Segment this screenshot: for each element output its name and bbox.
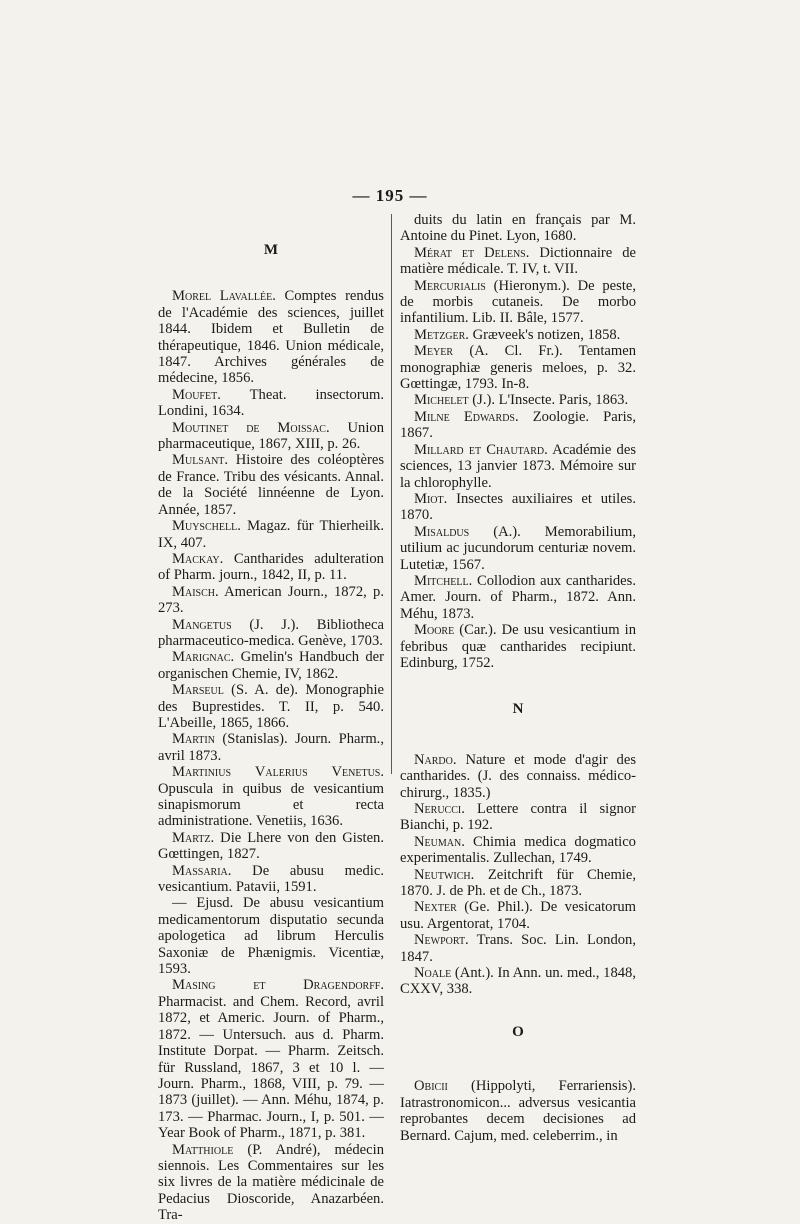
entry-author: Nardo. <box>414 751 457 768</box>
bibliography-entry <box>400 899 636 932</box>
bibliography-entry <box>400 212 636 245</box>
entry-text: Chimia medica dogmatico experimentalis. Zullechan, 1749. <box>400 833 636 867</box>
entry-author: Martinius Valerius Venetus. <box>172 764 384 781</box>
entry-text: (J. J.). Bibliotheca pharmaceutico-medica. Genève, 1703. <box>158 616 384 649</box>
entry-author: Milne Edwards. <box>414 408 519 425</box>
entry-text: De abusu medic. vesicantium. Patavii, 1591. <box>158 862 384 896</box>
entry-author: Neuman. <box>414 833 465 850</box>
bibliography-entry <box>400 1078 636 1144</box>
entry-text: (A.). Memorabilium, utilium ac jucundorum centuriæ novem. Lutetiæ, 1567. <box>400 523 636 573</box>
entry-author: Masing et Dragendorff. <box>172 977 384 994</box>
bibliography-entry <box>158 830 384 863</box>
bibliography-entry <box>400 409 636 442</box>
entry-text: Union pharmaceutique, 1867, XIII, p. 26. <box>158 419 384 453</box>
entry-text: Cantharides adulteration of Pharm. journ., 1842, II, p. 11. <box>158 550 384 584</box>
entry-text: Trans. Soc. Lin. London, 1847. <box>400 932 637 965</box>
entry-author: Noale <box>414 965 452 982</box>
entry-author: Matthiole <box>172 1141 234 1158</box>
entry-text: Dictionnaire de matière médicale. T. IV, t. VII. <box>400 244 636 278</box>
bibliography-entry <box>400 245 636 278</box>
entry-author: Marseul <box>172 682 224 699</box>
entry-text: (P. André), médecin siennois. Les Commentaires sur les six livres de la matière médicinale de Pedacius Dioscoride, Anazarbéen. Tra- <box>158 1141 384 1224</box>
bibliography-entry <box>158 895 384 977</box>
bibliography-entry <box>158 518 384 551</box>
bibliography-entry <box>158 617 384 650</box>
bibliography-entry <box>400 442 636 491</box>
entry-text: American Journ., 1872, p. 273. <box>158 583 384 617</box>
bibliography-entry <box>400 932 636 965</box>
entry-text: (Car.). De usu vesicantium in febribus quæ cantharides recipiunt. Edinburg, 1752. <box>400 622 636 671</box>
bibliography-entry <box>158 764 384 830</box>
entry-author: Mérat et Delens. <box>414 244 530 261</box>
entry-author: Moutinet de Moissac. <box>172 419 330 436</box>
right-column <box>400 212 636 1144</box>
bibliography-entry <box>400 801 636 834</box>
entry-text: Nature et mode d'agir des cantharides. (J. des connaiss. médico-chirurg., 1835.) <box>400 751 636 801</box>
entry-text: Gmelin's Handbuch der organischen Chemie, IV, 1862. <box>158 649 384 682</box>
entry-author: Maisch. <box>172 583 219 600</box>
entry-author: Martin <box>172 731 215 748</box>
section-letter-n: N <box>512 701 524 718</box>
entry-author: Misaldus <box>414 523 470 540</box>
entry-author: Marignac. <box>172 649 235 666</box>
entry-text: Histoire des coléoptères de France. Tribu des vésicants. Annal. de la Société linnéenne de Lyon. Année, 1857. <box>158 452 384 518</box>
entry-text: Græveek's notizen, 1858. <box>472 326 621 343</box>
entry-text: duits du latin en français par M. Antoine du Pinet. Lyon, 1680. <box>400 212 636 245</box>
page-number: — 195 — <box>352 186 428 205</box>
bibliography-entry <box>400 524 636 573</box>
section-letter-m: M <box>263 242 279 258</box>
entry-text: (S. A. de). Monographie des Buprestides. T. II, p. 540. L'Abeille, 1865, 1866. <box>158 682 384 731</box>
bibliography-entry <box>158 288 384 386</box>
bibliography-entry <box>400 392 636 408</box>
bibliography-entry <box>400 573 636 622</box>
entry-author: Nexter <box>414 899 457 916</box>
entry-text: Lettere contra il signor Bianchi, p. 192. <box>400 801 636 834</box>
bibliography-entry <box>400 327 636 343</box>
entry-text: Magaz. für Thierheilk. IX, 407. <box>158 518 384 551</box>
bibliography-entry <box>158 1142 384 1224</box>
bibliography-entry <box>400 834 636 867</box>
entry-list-o <box>400 1078 636 1144</box>
bibliography-entry <box>400 867 636 900</box>
entry-author: Metzger. <box>414 326 469 343</box>
left-column <box>158 212 384 1224</box>
entry-author: Muyschell. <box>172 518 241 535</box>
bibliography-entry <box>400 491 636 524</box>
entry-author: Massaria. <box>172 862 232 879</box>
entry-text: (Hieronym.). De peste, de morbis cutaneis. De morbo infantilium. Lib. II. Bâle, 1577. <box>400 277 636 327</box>
entry-author: Neutwich. <box>414 866 475 883</box>
bibliography-entry <box>158 452 384 518</box>
entry-author: Moufet. <box>172 386 221 403</box>
entry-text: Die Lhere von den Gisten. Gœttingen, 1827. <box>158 829 384 863</box>
bibliography-entry <box>158 731 384 764</box>
entry-author: Miot. <box>414 490 448 507</box>
entry-text: (Ant.). In Ann. un. med., 1848, CXXV, 338. <box>400 965 636 998</box>
entry-author: Morel Lavallée. <box>172 288 276 305</box>
entry-text: (A. Cl. Fr.). Tentamen monographiæ generis meloes, p. 32. Gœttingæ, 1793. In-8. <box>400 343 636 393</box>
bibliography-entry <box>400 343 636 392</box>
entry-text: — Ejusd. De abusu vesicantium medicamentorum disputatio secunda apologetica ad librum Herculis Saxoniæ de Phænigmis. Vicentiæ, 1593. <box>158 895 384 978</box>
bibliography-entry <box>400 278 636 327</box>
entry-author: Mackay. <box>172 550 224 567</box>
bibliography-entry <box>400 965 636 998</box>
section-letter-o: O <box>512 1023 524 1040</box>
entry-text: (Hippolyti, Ferrariensis). Iatrastronomicon... adversus vesicantia reprobantes decem decisiones ad Bernard. Cajum, med. celeberrim., in <box>400 1078 636 1144</box>
entry-text: (J.). L'Insecte. Paris, 1863. <box>472 392 629 409</box>
entry-text: Zeitchrift für Chemie, 1870. J. de Ph. et de Ch., 1873. <box>400 866 636 900</box>
entry-text: Collodion aux cantharides. Amer. Journ. of Pharm., 1872. Ann. Méhu, 1873. <box>400 572 636 622</box>
bibliography-entry <box>158 863 384 896</box>
bibliography-entry <box>400 622 636 671</box>
bibliography-entry <box>158 977 384 1141</box>
entry-author: Michelet <box>414 392 469 409</box>
entry-author: Mulsant. <box>172 452 229 469</box>
bibliography-entry <box>158 420 384 453</box>
entry-text: Académie des sciences, 13 janvier 1873. Mémoire sur la chlorophylle. <box>400 441 637 491</box>
column-divider <box>391 214 392 774</box>
entry-text: (Ge. Phil.). De vesicatorum usu. Argentorat, 1704. <box>400 899 636 932</box>
entry-author: Martz. <box>172 829 215 846</box>
entry-author: Mercurialis <box>414 277 486 294</box>
entry-author: Newport. <box>414 932 469 949</box>
entry-text: (Stanislas). Journ. Pharm., avril 1873. <box>158 731 384 764</box>
entry-text: Insectes auxiliaires et utiles. 1870. <box>400 490 636 524</box>
entry-author: Moore <box>414 622 455 639</box>
entry-author: Meyer <box>414 343 454 360</box>
right-entry-list-m <box>400 212 636 671</box>
entry-author: Mitchell. <box>414 572 473 589</box>
bibliography-entry <box>158 551 384 584</box>
entry-author: Obicii <box>414 1078 448 1095</box>
bibliography-entry <box>158 649 384 682</box>
entry-text: Opuscula in quibus de vesicantium sinapismorum et recta administratione. Venetiis, 1636. <box>158 780 384 830</box>
bibliography-entry <box>158 584 384 617</box>
entry-author: Mangetus <box>172 616 232 633</box>
left-entry-list <box>158 288 384 1223</box>
bibliography-entry <box>158 682 384 731</box>
entry-text: Comptes rendus de l'Académie des sciences, juillet 1844. Ibidem et Bulletin de thérapeutique, 1846. Union médicale, 1847. Archives générales de médecine, 1856. <box>158 288 384 387</box>
entry-text: Pharmacist. and Chem. Record, avril 1872, et Americ. Journ. of Pharm., 1872. — Untersuch. aus d. Pharm. Institute Dorpat. — Pharm. Zeitsch. für Russland, 1867, 3 et 10 l. — Journ. Pharm., 1868, VIII, p. 79. — 1873 (juillet). — Ann. Méhu, 1874, p. 173. — Pharmac. Journ., I, p. 501. — Year Book of Pharm., 1871, p. 381. <box>158 993 384 1142</box>
entry-text: Zoologie. Paris, 1867. <box>400 408 636 442</box>
entry-author: Millard et Chautard. <box>414 441 548 458</box>
entry-text: Theat. insectorum. Londini, 1634. <box>158 386 385 420</box>
entry-list-n <box>400 752 636 998</box>
bibliography-entry <box>158 387 384 420</box>
bibliography-entry <box>400 752 636 801</box>
entry-author: Nerucci. <box>414 801 465 817</box>
